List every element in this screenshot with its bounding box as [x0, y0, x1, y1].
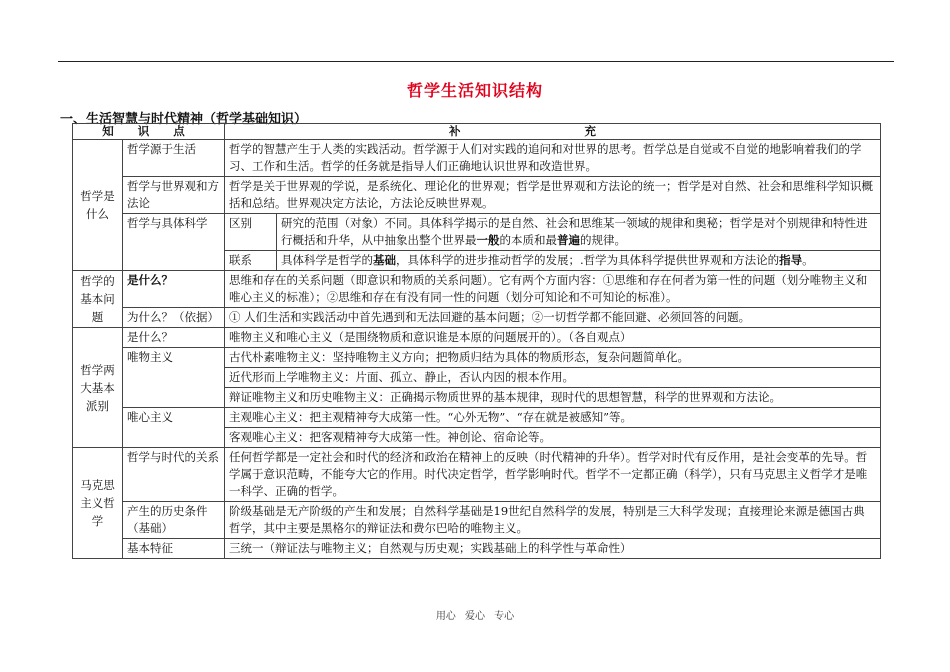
row-key: 哲学源于生活	[123, 140, 225, 177]
row-value: ① 人们生活和实践活动中首先遇到和无法回避的基本问题；②一切哲学都不能回避、必须回答的问题。	[225, 308, 881, 328]
header-supplement: 补 充	[225, 124, 881, 140]
row-value: 三统一（辩证法与唯物主义；自然观与历史观；实践基础上的科学性与革命性）	[225, 539, 881, 559]
row-value: 具体科学是哲学的基础，具体科学的进步推动哲学的发展；.哲学为具体科学提供世界观和方法论的指导。	[277, 251, 881, 271]
row-value: 唯物主义和唯心主义（是围绕物质和意识谁是本原的问题展开的）。（各自观点）	[225, 328, 881, 348]
row-value: 近代形而上学唯物主义：片面、孤立、静止，否认内因的根本作用。	[225, 368, 881, 388]
section-heading: 一、生活智慧与时代精神（哲学基础知识）	[60, 112, 308, 127]
group-label: 哲学是什么	[73, 140, 123, 271]
group-label: 马克思主义哲学	[73, 448, 123, 559]
row-value: 任何哲学都是一定社会和时代的经济和政治在精神上的反映（时代精神的升华）。哲学对时代有反作用，是社会变革的先导。哲学属于意识范畴，不能夸大它的作用。时代决定哲学，哲学影响时代。哲学不一定都正确（科学），只有马克思主义哲学才是唯一科学、正确的哲学。	[225, 448, 881, 502]
page-footer: 用心 爱心 专心	[435, 611, 515, 622]
table-row	[73, 271, 881, 308]
table-row	[73, 448, 881, 502]
row-value: 客观唯心主义：把客观精神夸大成第一性。神创论、宿命论等。	[225, 428, 881, 448]
table-row	[73, 328, 881, 348]
row-value: 思维和存在的关系问题（即意识和物质的关系问题）。它有两个方面内容：①思维和存在何者为第一性的问题（划分唯物主义和唯心主义的标准）；②思维和存在有没有同一性的问题（划分可知论和不可知论的标准）。	[225, 271, 881, 308]
row-key: 唯物主义	[123, 348, 225, 408]
table-row	[73, 408, 881, 428]
table-row	[73, 177, 881, 214]
row-value: 研究的范围（对象）不同。具体科学揭示的是自然、社会和思维某一领域的规律和奥秘；哲学是对个别规律和特性进行概括和升华，从中抽象出整个世界最一般的本质和最普遍的规律。	[277, 214, 881, 251]
row-value: 阶级基础是无产阶级的产生和发展；自然科学基础是19世纪自然科学的发展，特别是三大科学发现；直接理论来源是德国古典哲学，其中主要是黑格尔的辩证法和费尔巴哈的唯物主义。	[225, 502, 881, 539]
row-value: 主观唯心主义：把主观精神夸大成第一性。“心外无物”、“存在就是被感知”等。	[225, 408, 881, 428]
row-key: 基本特征	[123, 539, 225, 559]
table-row	[73, 539, 881, 559]
header-rule	[58, 61, 894, 62]
table-row	[73, 308, 881, 328]
row-key: 哲学与时代的关系	[123, 448, 225, 502]
row-value: 辩证唯物主义和历史唯物主义：正确揭示物质世界的基本规律，现时代的思想智慧，科学的世界观和方法论。	[225, 388, 881, 408]
sub-key: 区别	[225, 214, 277, 251]
table-row	[73, 348, 881, 368]
group-label: 哲学两大基本派别	[73, 328, 123, 448]
sub-key: 联系	[225, 251, 277, 271]
row-key: 是什么？	[123, 271, 225, 308]
document-title: 哲学生活知识结构	[406, 81, 543, 100]
row-key: 哲学与世界观和方法论	[123, 177, 225, 214]
table-header-row	[73, 124, 881, 140]
row-key: 哲学与具体科学	[123, 214, 225, 271]
row-key: 为什么？（依据）	[123, 308, 225, 328]
row-key: 产生的历史条件（基础）	[123, 502, 225, 539]
table-row	[73, 502, 881, 539]
row-value: 哲学是关于世界观的学说，是系统化、理论化的世界观；哲学是世界观和方法论的统一；哲学是对自然、社会和思维科学知识概括和总结。世界观决定方法论，方法论反映世界观。	[225, 177, 881, 214]
table-row	[73, 140, 881, 177]
header-knowledge-point: 知 识 点	[73, 124, 225, 140]
knowledge-table	[72, 123, 881, 559]
row-key: 唯心主义	[123, 408, 225, 448]
group-label: 哲学的基本问题	[73, 271, 123, 328]
row-key: 是什么？	[123, 328, 225, 348]
row-value: 古代朴素唯物主义：坚持唯物主义方向；把物质归结为具体的物质形态，复杂问题简单化。	[225, 348, 881, 368]
table-row	[73, 214, 881, 251]
row-value: 哲学的智慧产生于人类的实践活动。哲学源于人们对实践的追问和对世界的思考。哲学总是自觉或不自觉的地影响着我们的学习、工作和生活。哲学的任务就是指导人们正确地认识世界和改造世界。	[225, 140, 881, 177]
